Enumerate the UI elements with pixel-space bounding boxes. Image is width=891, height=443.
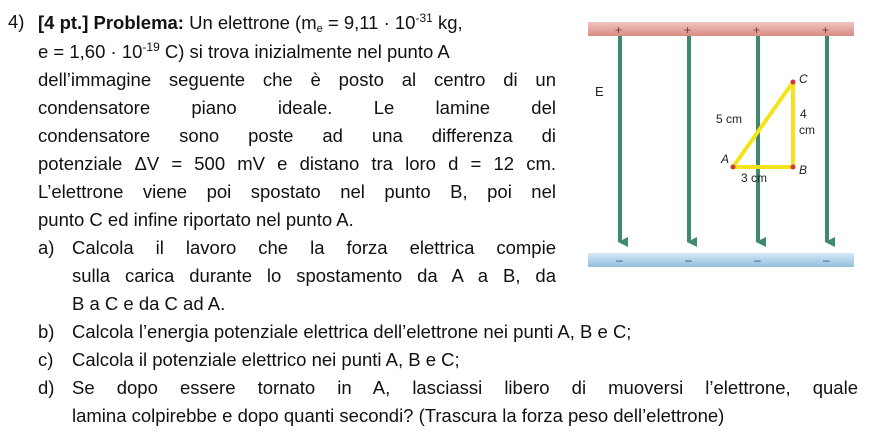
capacitor-figure (588, 22, 854, 282)
hypotenuse-label: 5 cm (716, 112, 743, 126)
statement-line-4: condensatore piano ideale. Le lamine del (38, 97, 556, 118)
statement-line-7: L’elettrone viene poi spostato nel punto B, poi nel (38, 181, 556, 202)
question-d-label: d) (38, 377, 55, 398)
question-a-label: a) (38, 237, 55, 258)
minus-sign: – (616, 253, 623, 267)
statement-text: C) si trova inizialmente nel punto A (159, 41, 450, 62)
plus-sign: + (822, 23, 830, 37)
statement-text: Un elettrone (m (189, 12, 317, 33)
statement-text: = 9,11 · 10 (322, 12, 416, 33)
field-label: E (595, 84, 604, 99)
statement-line-2 (38, 40, 450, 63)
vertical-side-label: 4 (800, 107, 807, 121)
base-side-label: 3 cm (741, 171, 768, 185)
mass-exponent: -31 (415, 11, 433, 25)
statement-line-3: dell’immagine seguente che è posto al centro di un (38, 69, 556, 90)
statement-line-8: punto C ed infine riportato nel punto A. (38, 209, 354, 230)
question-a-line-2: sulla carica durante lo spostamento da A a B, da (72, 265, 556, 286)
capacitor-diagram (588, 22, 854, 282)
point-c-marker (791, 80, 796, 85)
point-b-marker (791, 165, 796, 170)
question-a-line-3: B a C e da C ad A. (72, 293, 226, 314)
vertical-side-unit: cm (799, 123, 815, 137)
minus-sign: – (685, 253, 692, 267)
field-lines (620, 36, 827, 242)
statement-line-1 (38, 11, 463, 34)
plus-sign: + (753, 23, 761, 37)
question-d-line-2: lamina colpirebbe e dopo quanti secondi? (Trascura la forza peso dell’elettrone) (72, 405, 725, 426)
bottom-plate (588, 253, 854, 267)
question-b-text: Calcola l’energia potenziale elettrica dell’elettrone nei punti A, B e C; (72, 321, 632, 342)
question-b-label: b) (38, 321, 55, 342)
point-a-label: A (721, 152, 730, 166)
question-c-text: Calcola il potenziale elettrico nei punti A, B e C; (72, 349, 460, 370)
question-c-label: c) (38, 349, 54, 370)
charge-exponent: -19 (142, 40, 160, 54)
statement-line-6: potenziale ΔV = 500 mV e distano tra loro d = 12 cm. (38, 153, 556, 174)
statement-text: kg, (432, 12, 463, 33)
statement-text: e = 1,60 · 10 (38, 41, 143, 62)
top-plate (588, 22, 854, 36)
plus-sign: + (615, 23, 623, 37)
point-b-label: B (799, 163, 808, 177)
mass-subscript: e (316, 23, 323, 35)
point-a-marker (731, 165, 736, 170)
points-label: [4 pt.] (38, 12, 89, 33)
question-a-line-1: Calcola il lavoro che la forza elettrica compie (72, 237, 556, 258)
question-d-line-1: Se dopo essere tornato in A, lasciassi libero di muoversi l’elettrone, quale (72, 377, 858, 398)
plus-sign: + (684, 23, 692, 37)
problem-number: 4) (8, 11, 25, 32)
minus-sign: – (823, 253, 830, 267)
minus-sign: – (754, 253, 761, 267)
problem-label: Problema: (93, 12, 184, 33)
statement-line-5: condensatore sono poste ad una differenza di (38, 125, 556, 146)
point-c-label: C (799, 72, 808, 86)
